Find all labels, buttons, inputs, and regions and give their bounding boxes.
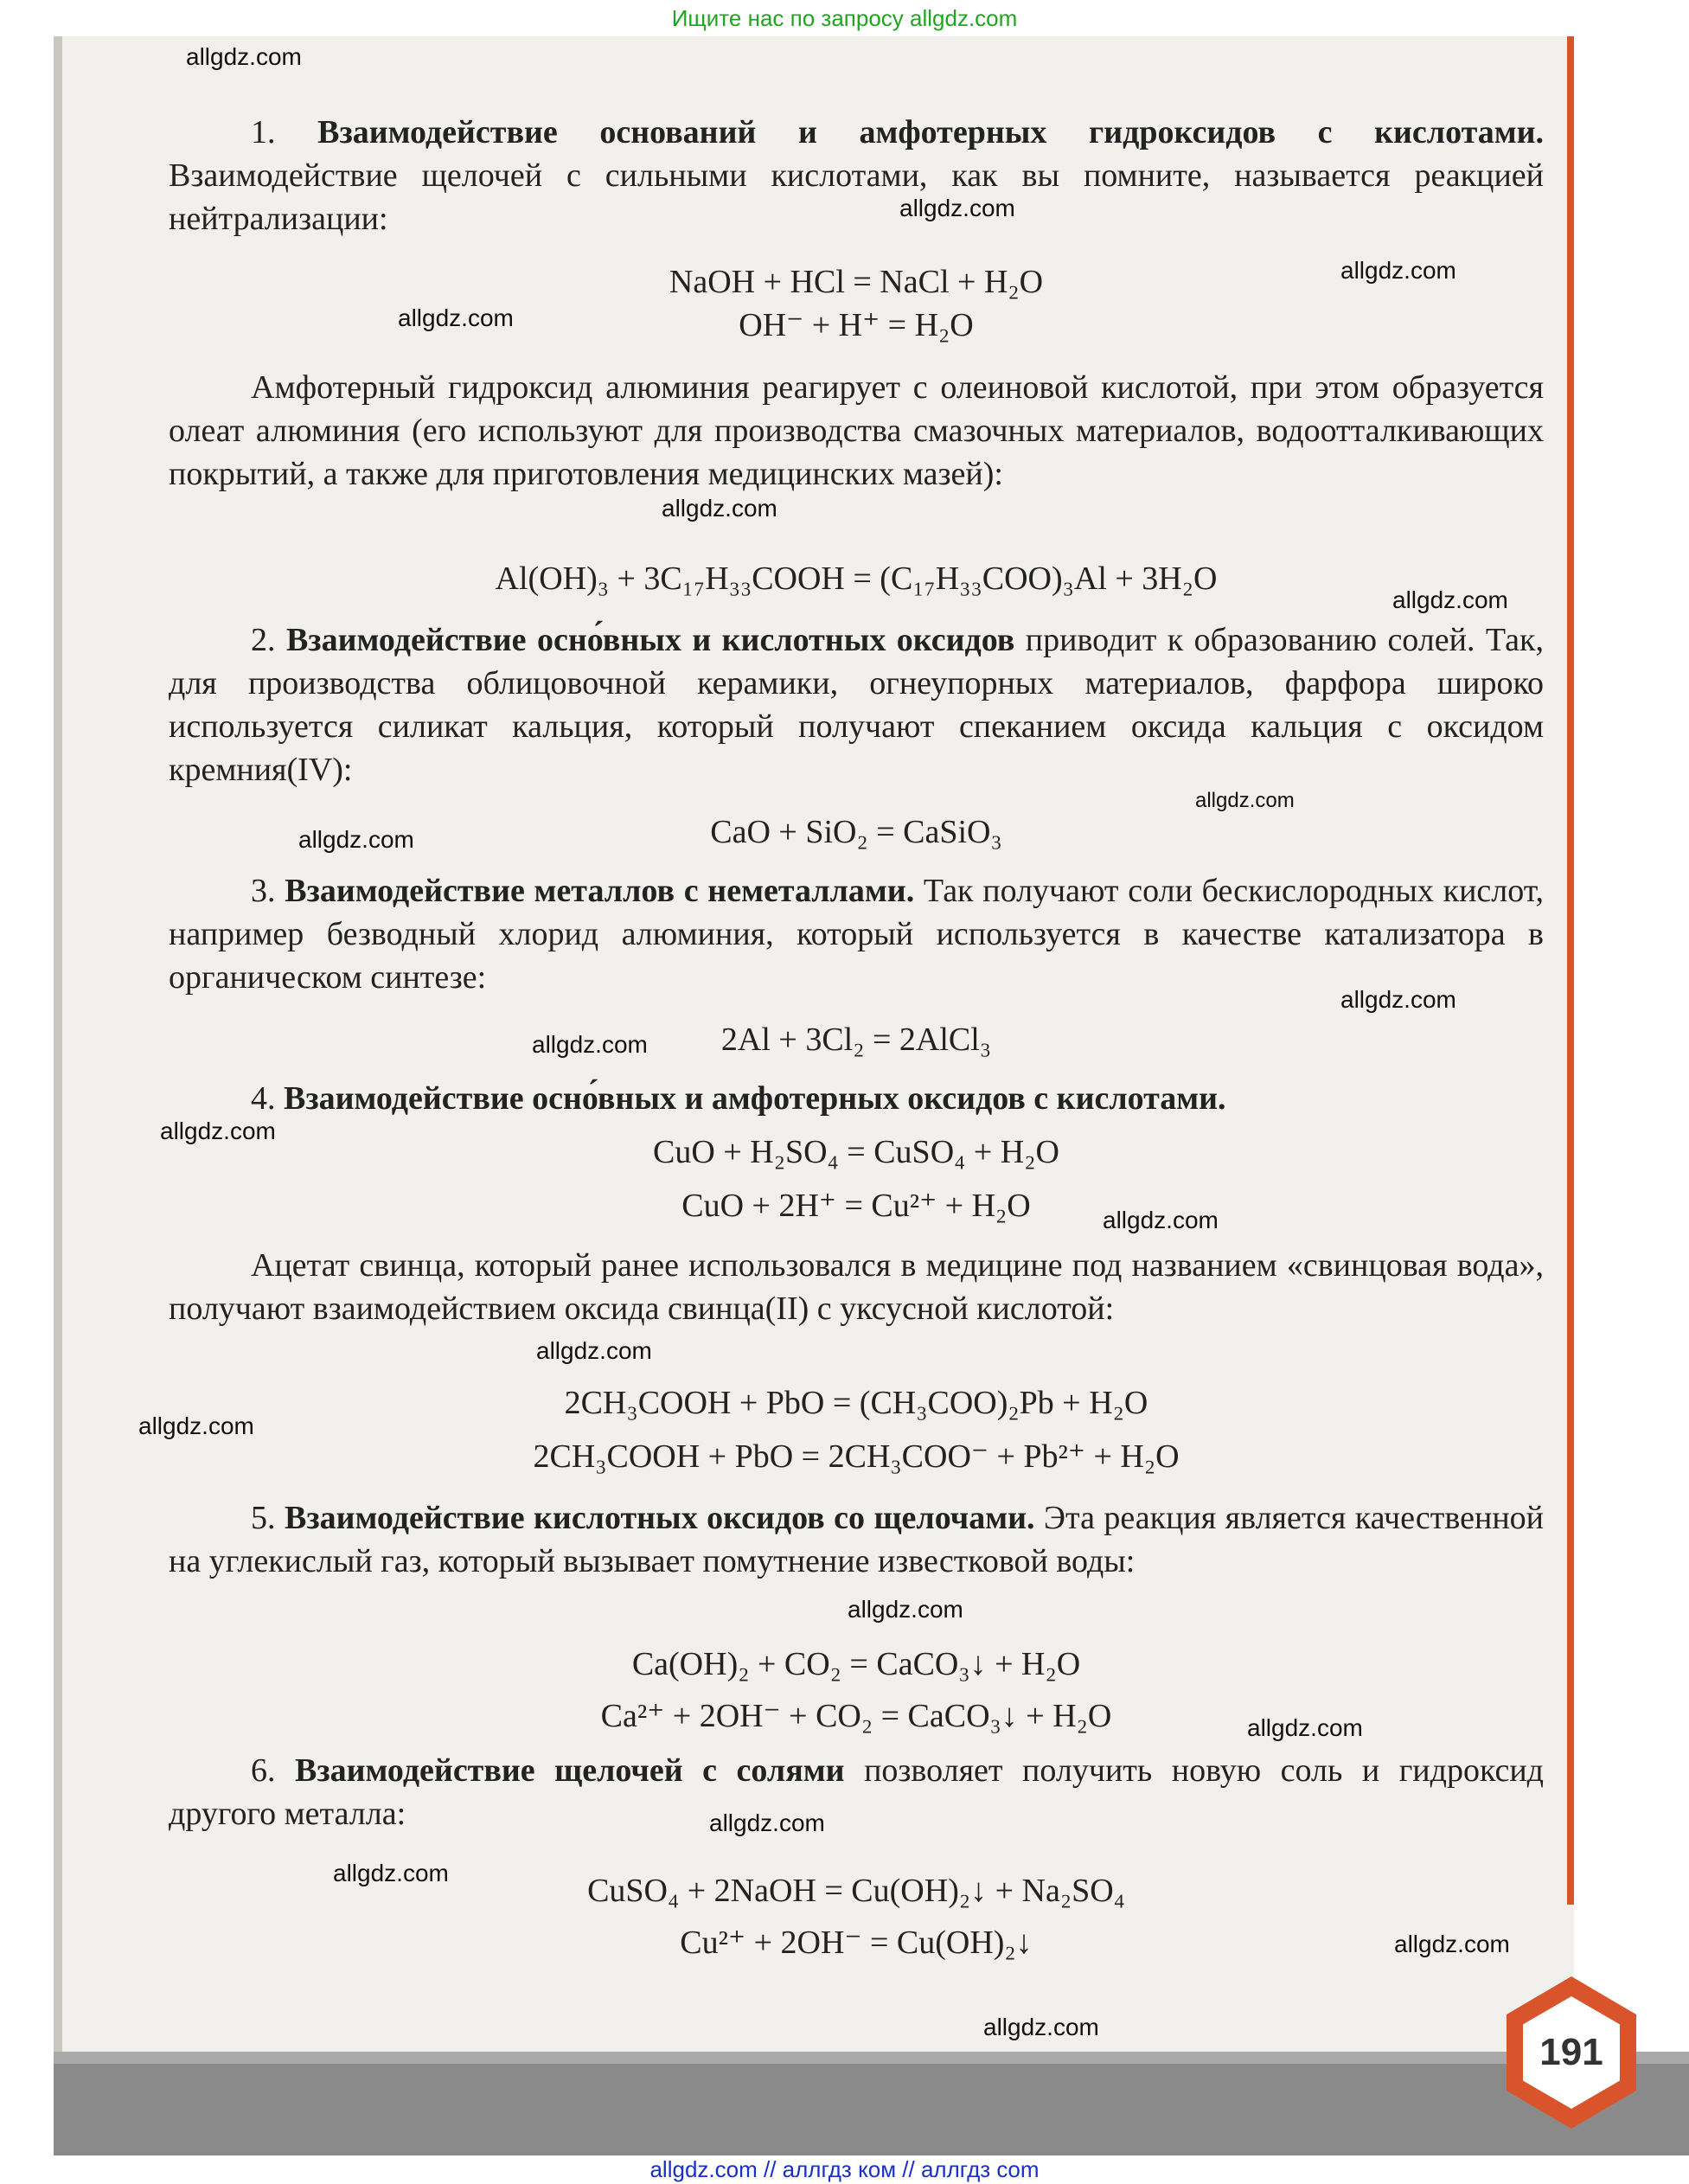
equation-copper-hydroxide-ionic: Cu²⁺ + 2OH⁻ = Cu(OH)₂↓ xyxy=(680,1925,1033,1961)
equation-neutralization-ionic: OH⁻ + H⁺ = H₂O xyxy=(739,307,974,343)
equation-lime-water: Ca(OH)₂ + CO₂ = CaCO₃↓ + H₂O xyxy=(631,1646,1081,1682)
watermark: allgdz.com xyxy=(983,2014,1099,2040)
section-4-paragraph: 4. Взаимодействие осно́вных и амфотерных оксидов с кислотами. xyxy=(251,1080,1226,1117)
equation-lead-acetate-ionic: 2CH₃COOH + PbO = 2CH₃COO⁻ + Pb²⁺ + H₂O xyxy=(533,1438,1180,1475)
equation-copper-sulfate: CuO + H₂SO₄ = CuSO₄ + H₂O xyxy=(653,1134,1059,1170)
equation-calcium-silicate: CaO + SiO₂ = CaSiO₃ xyxy=(710,814,1002,850)
page-accent-rule xyxy=(1567,36,1574,1905)
page-number: 191 xyxy=(1539,2031,1603,2073)
equation-aluminium-chloride: 2Al + 3Cl₂ = 2AlCl₃ xyxy=(720,1022,992,1058)
watermark: allgdz.com xyxy=(160,1118,276,1144)
watermark: allgdz.com xyxy=(298,826,414,853)
section-6-heading: Взаимодействие щелочей с солями xyxy=(295,1752,845,1789)
page-footer-band xyxy=(54,2052,1689,2155)
equation-neutralization: NaOH + HCl = NaCl + H₂O xyxy=(669,264,1044,300)
top-banner[interactable]: Ищите нас по запросу allgdz.com xyxy=(671,5,1018,31)
section-1-heading: Взаимодействие оснований и амфотерных гидроксидов с кислотами. xyxy=(317,114,1544,151)
watermark: allgdz.com xyxy=(1394,1931,1510,1957)
equation-copper-ionic: CuO + 2H⁺ = Cu²⁺ + H₂O xyxy=(681,1188,1031,1224)
watermark: allgdz.com xyxy=(536,1337,652,1364)
watermark: allgdz.com xyxy=(1195,789,1295,812)
section-5-heading: Взаимодействие кислотных оксидов со щелочами. xyxy=(284,1500,1035,1536)
section-1-paragraph-2: Амфотерный гидроксид алюминия реагирует с олеиновой кислотой, при этом образуется олеат алюминия (его используют для производства смазочных материалов, водоотталкивающих покрытий, а также для приготовления медицинских мазей): xyxy=(169,369,1544,492)
watermark: allgdz.com xyxy=(848,1596,963,1623)
section-4-paragraph-2: Ацетат свинца, который ранее использовался в медицине под названием «свинцовая вода», получают взаимодействием оксида свинца(II) с уксусной кислотой: xyxy=(169,1247,1544,1327)
section-2-heading: Взаимодействие осно́вных и кислотных оксидов xyxy=(285,622,1015,658)
page-binding-edge xyxy=(54,36,62,2060)
watermark: allgdz.com xyxy=(1247,1714,1363,1741)
watermark: allgdz.com xyxy=(1340,257,1456,284)
section-1-paragraph: 1. Взаимодействие оснований и амфотерных гидроксидов с кислотами. Взаимодействие щелочей с сильными кислотами, как вы помните, называется реакцией нейтрализации: xyxy=(169,114,1544,237)
equation-aluminium-oleate: Al(OH)₃ + 3C₁₇H₃₃COOH = (C₁₇H₃₃COO)₃Al + 3H₂O xyxy=(495,560,1218,597)
watermark: allgdz.com xyxy=(709,1809,825,1836)
section-4-heading: Взаимодействие осно́вных и амфотерных оксидов с кислотами. xyxy=(284,1080,1226,1117)
watermark: allgdz.com xyxy=(186,43,302,70)
section-6-paragraph: 6. Взаимодействие щелочей с солями позволяет получить новую соль и гидроксид другого металла: xyxy=(169,1752,1544,1832)
watermark: allgdz.com xyxy=(1103,1207,1219,1233)
section-5-paragraph: 5. Взаимодействие кислотных оксидов со щелочами. Эта реакция является качественной на углекислый газ, который вызывает помутнение известковой воды: xyxy=(169,1500,1544,1579)
equation-copper-hydroxide: CuSO₄ + 2NaOH = Cu(OH)₂↓ + Na₂SO₄ xyxy=(587,1873,1125,1909)
watermark: allgdz.com xyxy=(662,495,777,522)
watermark: allgdz.com xyxy=(398,304,514,331)
watermark: allgdz.com xyxy=(899,195,1015,221)
bottom-link-bar[interactable]: allgdz.com // аллгдз ком // аллгдз com xyxy=(0,2155,1689,2184)
watermark: allgdz.com xyxy=(138,1412,254,1439)
section-3-paragraph: 3. Взаимодействие металлов с неметаллами. Так получают соли бескислородных кислот, например безводный хлорид алюминия, который используется в качестве катализатора в органическом синтезе: xyxy=(169,873,1544,996)
watermark: allgdz.com xyxy=(333,1860,449,1886)
equation-lime-water-ionic: Ca²⁺ + 2OH⁻ + CO₂ = CaCO₃↓ + H₂O xyxy=(600,1698,1112,1734)
section-3-heading: Взаимодействие металлов с неметаллами. xyxy=(285,873,915,909)
page-footer-band-edge xyxy=(54,2052,1689,2064)
watermark: allgdz.com xyxy=(532,1031,648,1058)
section-2-paragraph: 2. Взаимодействие осно́вных и кислотных оксидов приводит к образованию солей. Так, для производства облицовочной керамики, огнеупорных материалов, фарфора широко используется силикат кальция, который получают спеканием оксида кальция с оксидом кремния(IV): xyxy=(169,622,1545,788)
equation-lead-acetate: 2CH₃COOH + PbO = (CH₃COO)₂Pb + H₂O xyxy=(564,1385,1148,1421)
watermark: allgdz.com xyxy=(1392,586,1508,613)
watermark: allgdz.com xyxy=(1340,986,1456,1013)
